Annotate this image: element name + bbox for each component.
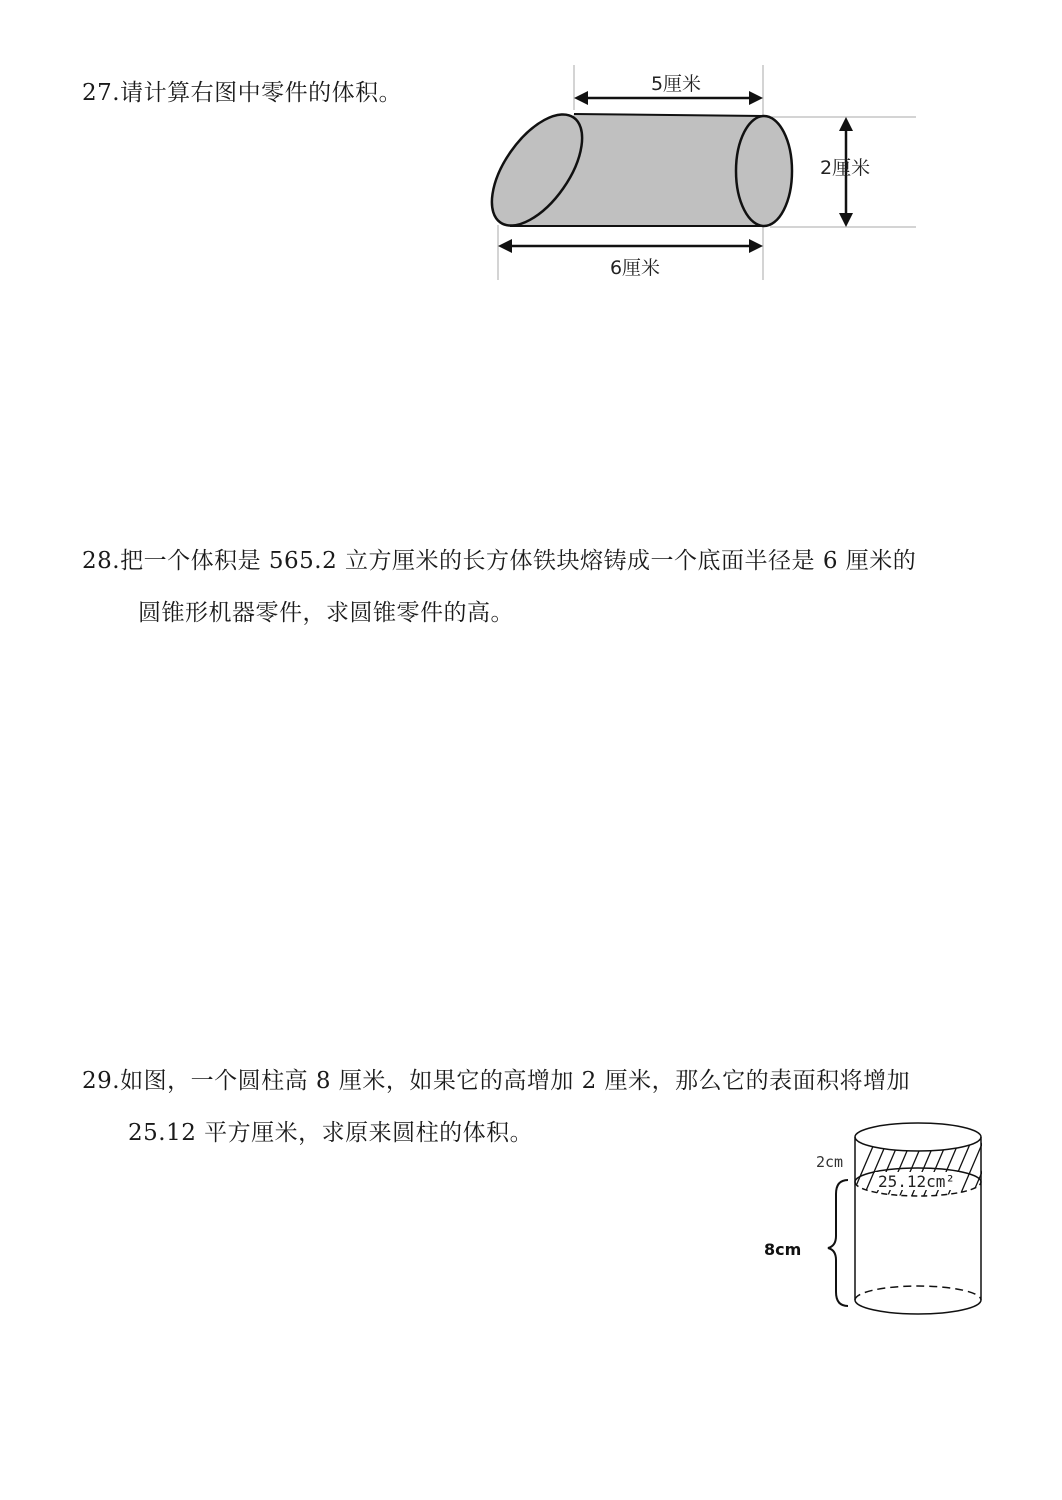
bottom-length-label: 6厘米 <box>609 257 661 279</box>
question-27 <box>82 78 402 108</box>
question-text: 请计算右图中零件的体积。 <box>120 80 403 106</box>
question-28-line-2 <box>138 598 514 628</box>
diameter-label: 2厘米 <box>820 157 871 179</box>
question-number: 27. <box>82 80 121 106</box>
question-text-line-2: 圆锥形机器零件，求圆锥零件的高。 <box>138 600 514 626</box>
question-text-line-1: 如图，一个圆柱高 8 厘米，如果它的高增加 2 厘米，那么它的表面积将增加 <box>120 1068 911 1094</box>
cylinder-figure <box>750 1110 1010 1330</box>
slanted-cylinder-figure <box>480 60 930 290</box>
question-text-line-1: 把一个体积是 565.2 立方厘米的长方体铁块熔铸成一个底面半径是 6 厘米的 <box>120 548 917 574</box>
top-length-label: 5厘米 <box>650 73 702 95</box>
added-area-label: 25.12cm² <box>878 1172 956 1191</box>
height-label: 8cm <box>764 1240 802 1259</box>
question-text-line-2: 25.12 平方厘米，求原来圆柱的体积。 <box>128 1120 534 1146</box>
question-29 <box>82 1066 910 1096</box>
question-28 <box>82 546 916 576</box>
question-29-line-2 <box>128 1118 533 1148</box>
question-number: 28. <box>82 548 121 574</box>
added-height-label: 2cm <box>816 1153 844 1171</box>
question-number: 29. <box>82 1068 121 1094</box>
